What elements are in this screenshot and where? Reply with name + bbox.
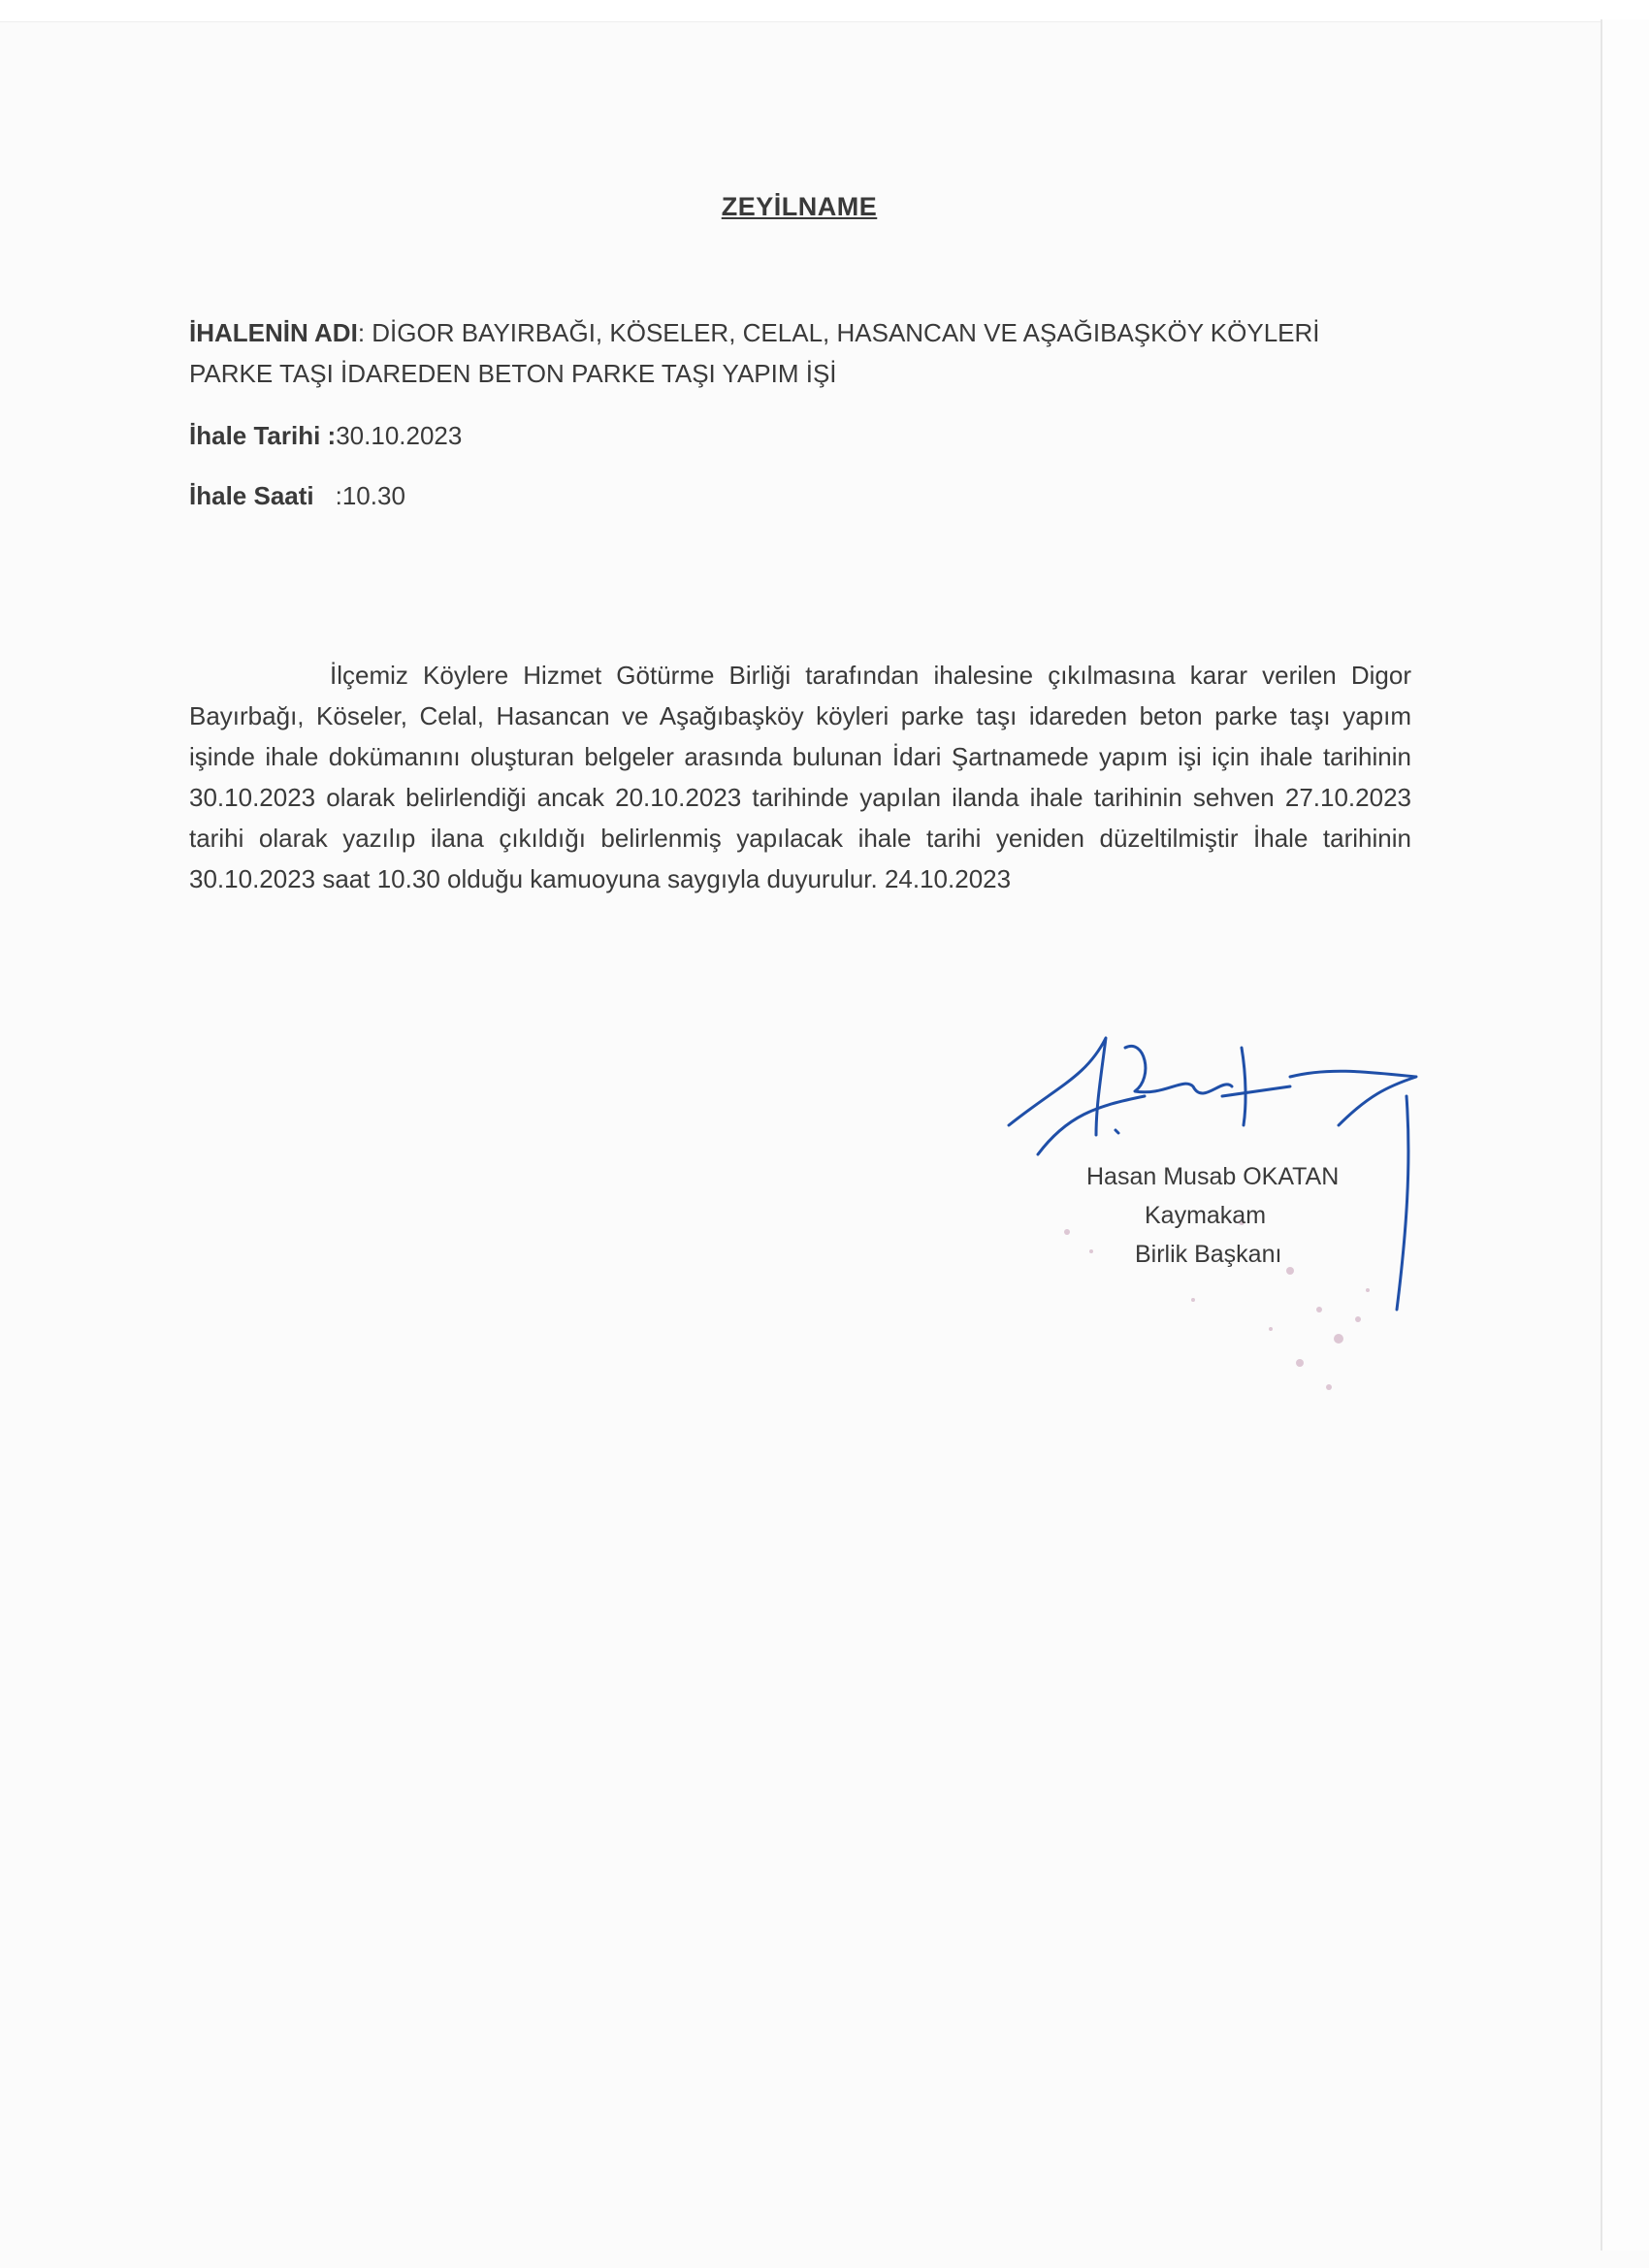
tender-date-value: 30.10.2023 — [336, 421, 463, 450]
tender-name-value: : DİGOR BAYIRBAĞI, KÖSELER, CELAL, HASANCAN VE AŞAĞIBAŞKÖY KÖYLERİ PARKE TAŞI İDAREDEN BETON PARKE TAŞI YAPIM İŞİ — [189, 318, 1320, 388]
signer-title: Kaymakam — [1145, 1202, 1267, 1229]
scan-edge-top — [0, 0, 1649, 22]
tender-time-label: İhale Saati — [189, 481, 314, 510]
signer-role: Birlik Başkanı — [1135, 1241, 1282, 1268]
tender-date — [189, 415, 462, 456]
scan-edge-right — [1600, 19, 1649, 2251]
tender-name — [189, 312, 1382, 394]
tender-date-label: İhale Tarihi : — [189, 421, 337, 450]
tender-time — [189, 475, 405, 516]
signer-name: Hasan Musab OKATAN — [1086, 1163, 1340, 1190]
document-title: ZEYİLNAME — [721, 192, 878, 221]
tender-time-value: :10.30 — [335, 481, 405, 510]
tender-name-label: İHALENİN ADI — [189, 318, 358, 347]
announcement-body: İlçemiz Köylere Hizmet Götürme Birliği tarafından ihalesine çıkılmasına karar verilen Digor Bayırbağı, Köseler, Celal, Hasancan ve Aşağıbaşköy köyleri parke taşı idareden beton parke taşı yapım işinde ihale dokümanını oluşturan belgeler arasında bulunan İdari Şartnamede yapım işi için ihale tarihinin 30.10.2023 olarak belirlendiği ancak 20.10.2023 tarihinde yapılan ilanda ihale tarihinin sehven 27.10.2023 tarihi olarak yazılıp ilana çıkıldığı belirlenmiş yapılacak ihale tarihi yeniden düzeltilmiştir İhale tarihinin 30.10.2023 saat 10.30 olduğu kamuoyuna saygıyla duyurulur. 24.10.2023 — [189, 661, 1411, 893]
